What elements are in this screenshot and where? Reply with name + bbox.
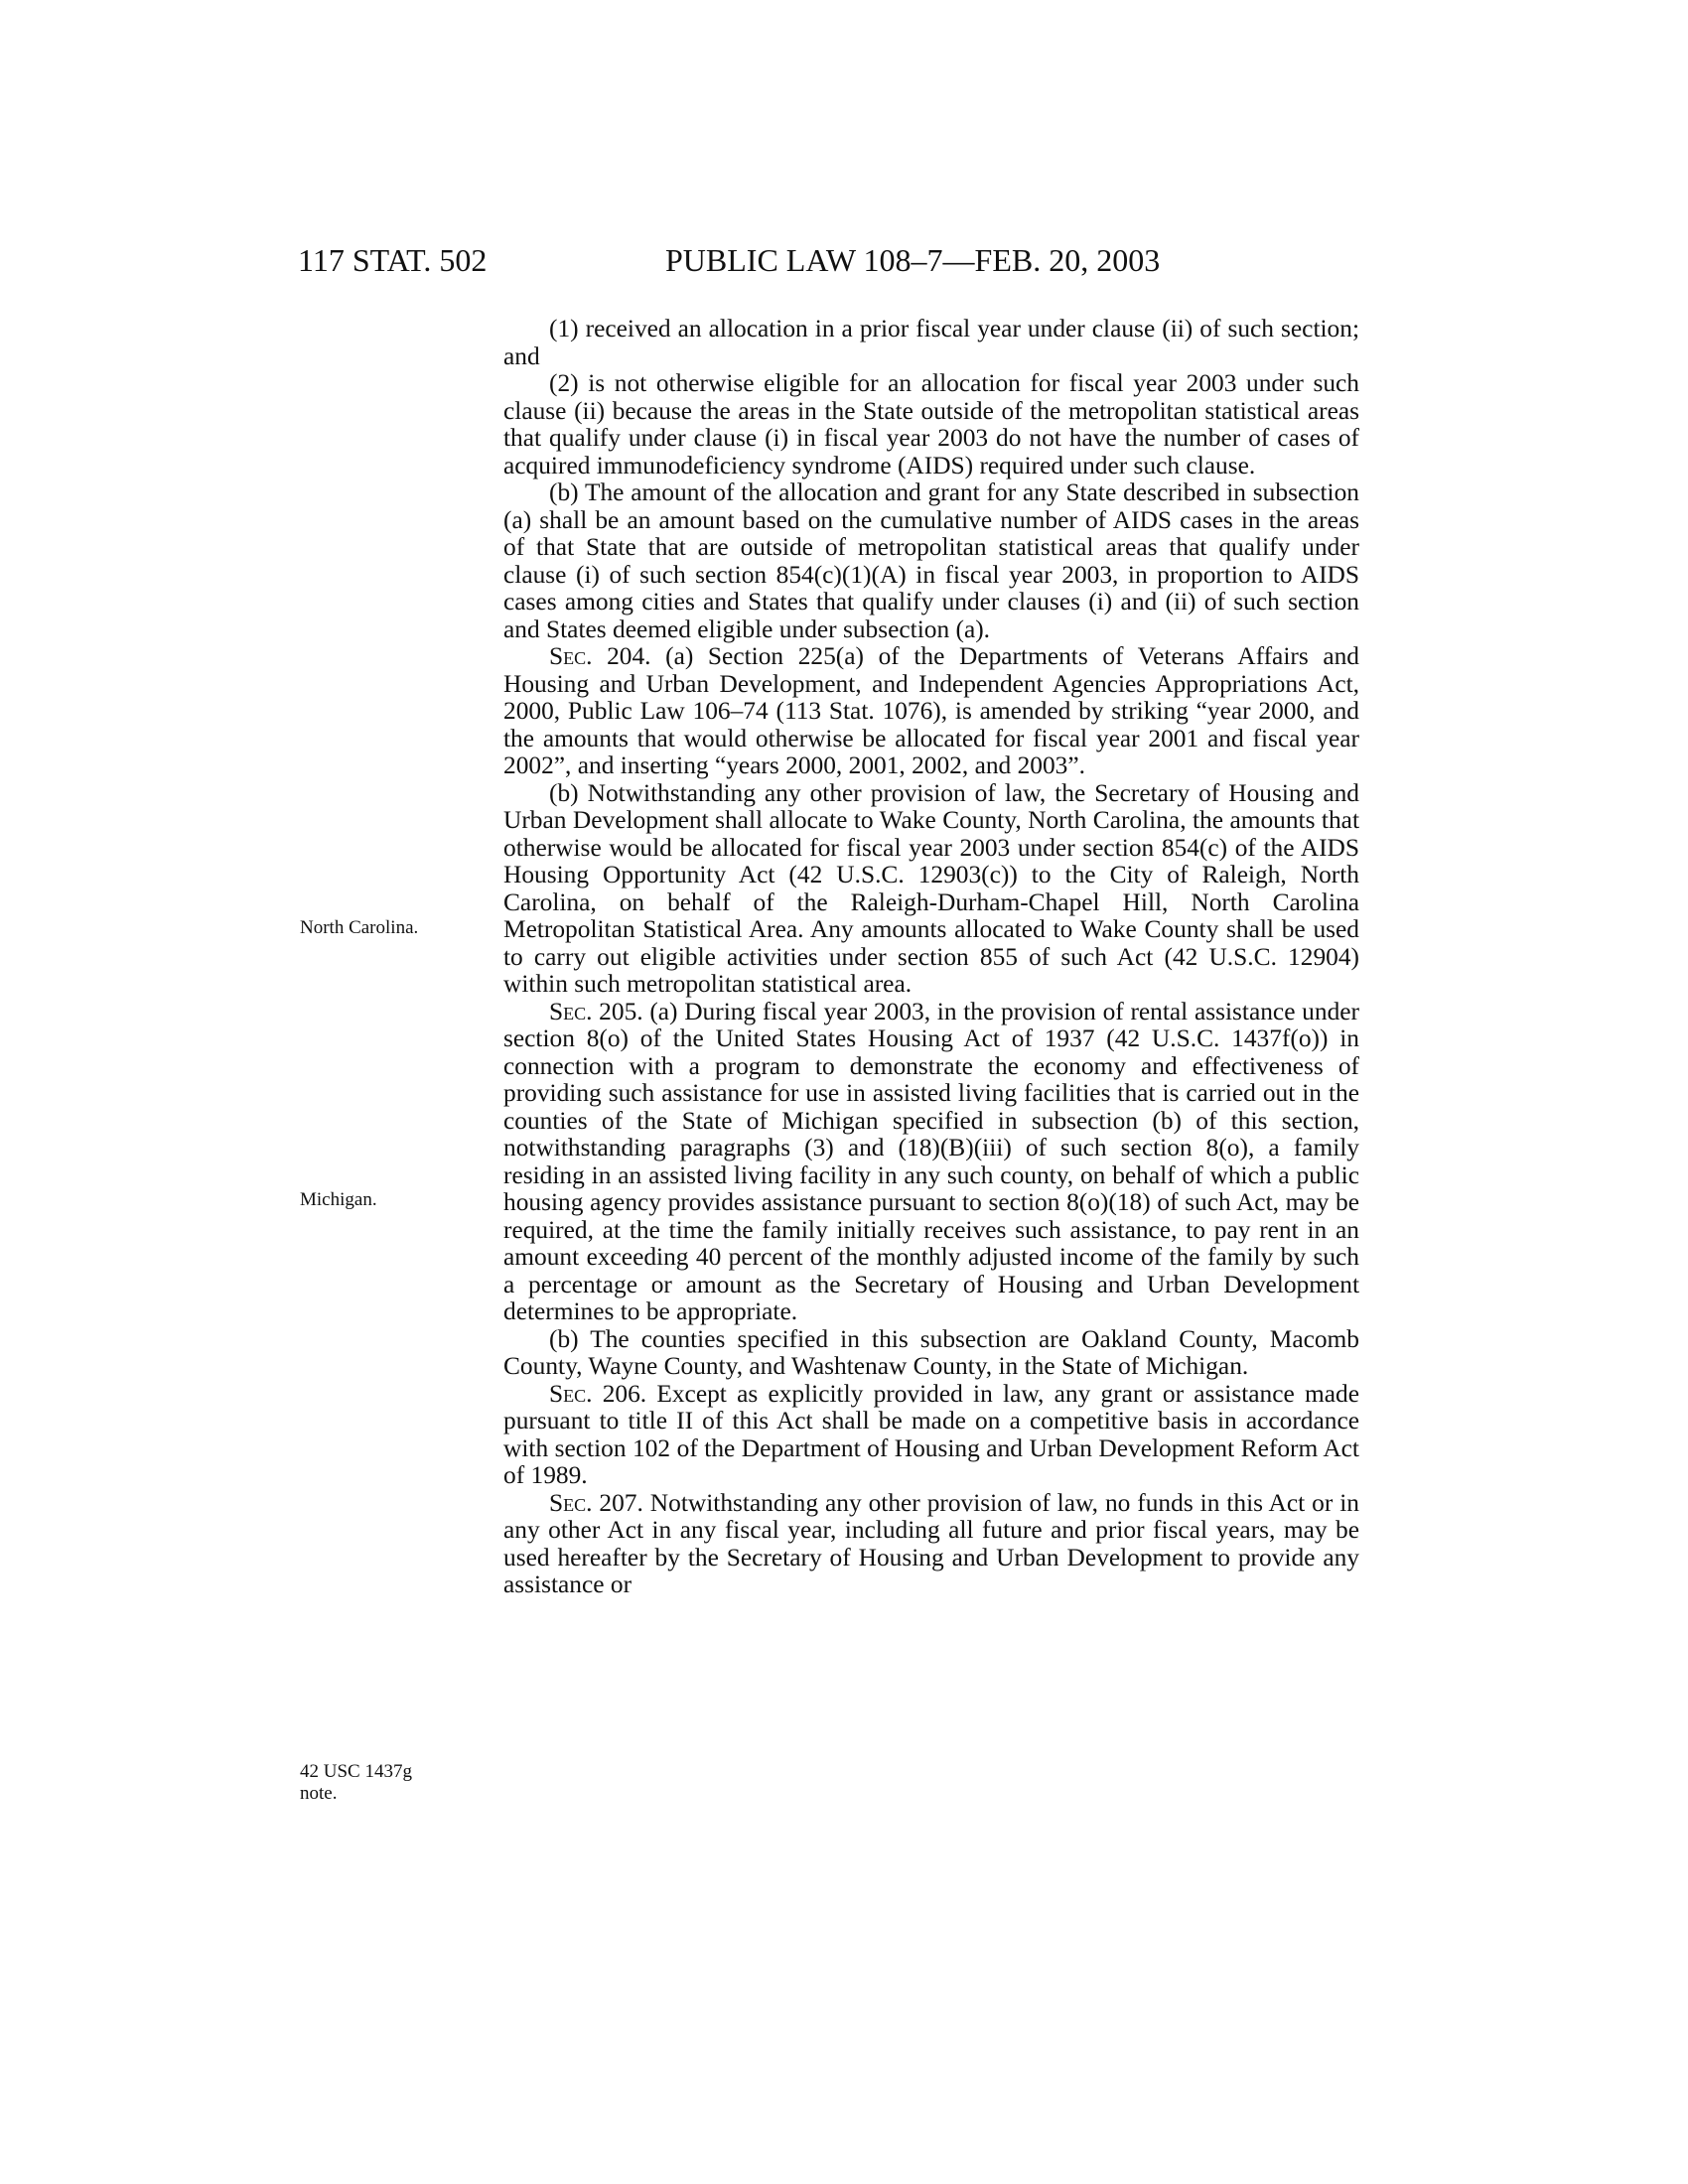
margin-note-usc-line2: note. [300, 1783, 338, 1804]
section-205-text: . 205. (a) During fiscal year 2003, in the provision of rental assistance under section 8(o) of the United States Housing Act of 1937 (42 U.S.C. 1437f(o)) in connection with a program to demonstrate the economy and effectiveness of providing such assistance for use in assisted living facilities that is carried out in the counties of the State of Michigan specified in subsection (b) of this section, notwithstanding paragraphs (3) and (18)(B)(iii) of such section 8(o), a family residing in an assisted living facility in any such county, on behalf of which a public housing agency provides assistance pursuant to section 8(o)(18) of such Act, may be required, at the time the family initially receives such assistance, to pay rent in an amount exceeding 40 percent of the monthly adjusted income of the family by such a percentage or amount as the Secretary of Housing and Urban Development determines to be appropriate. [503, 997, 1359, 1325]
section-206-text: . 206. Except as explicitly provided in law, any grant or assistance made pursuant to title II of this Act shall be made on a competitive basis in accordance with section 102 of the Department of Housing and Urban Development Reform Act of 1989. [503, 1379, 1359, 1489]
paragraph-2: (2) is not otherwise eligible for an allocation for fiscal year 2003 under such clause (ii) because the areas in the State outside of the metropolitan statistical areas that qualify under clause (i) in fiscal year 2003 do not have the number of cases of acquired immunodeficiency syndrome (AIDS) required under such clause. [503, 369, 1359, 479]
section-label: Sec [549, 1379, 587, 1408]
margin-note-michigan: Michigan. [300, 1189, 377, 1210]
section-206 [503, 1381, 1359, 1490]
section-label: Sec [549, 997, 587, 1025]
paragraph-b-allocation: (b) The amount of the allocation and grant for any State described in subsection (a) shall be an amount based on the cumulative number of AIDS cases in the areas of that State that are outside of metropolitan statistical areas that qualify under clause (i) of such section 854(c)(1)(A) in fiscal year 2003, in proportion to AIDS cases among cities and States that qualify under clauses (i) and (ii) of such section and States deemed eligible under subsection (a). [503, 478, 1359, 643]
section-205-b: (b) The counties specified in this subsection are Oakland County, Macomb County, Wayne County, and Washtenaw County, in the State of Michigan. [503, 1324, 1359, 1380]
law-title: PUBLIC LAW 108–7—FEB. 20, 2003 [665, 242, 1161, 278]
section-205 [503, 999, 1359, 1326]
section-label: Sec [549, 642, 587, 670]
section-207-text: . 207. Notwithstanding any other provision of law, no funds in this Act or in any other Act in any fiscal year, including all future and prior fiscal years, may be used hereafter by the Secretary of Housing and Urban Development to provide any assistance or [503, 1488, 1359, 1598]
paragraph-1: (1) received an allocation in a prior fiscal year under clause (ii) of such section; and [503, 315, 1359, 370]
margin-note-north-carolina: North Carolina. [300, 917, 419, 938]
page-header [0, 242, 1688, 286]
margin-note-usc [300, 1761, 459, 1805]
section-204 [503, 643, 1359, 780]
section-204-b: (b) Notwithstanding any other provision of law, the Secretary of Housing and Urban Development shall allocate to Wake County, North Carolina, the amounts that otherwise would be allocated for fiscal year 2003 under section 854(c) of the AIDS Housing Opportunity Act (42 U.S.C. 12903(c)) to the City of Raleigh, North Carolina, on behalf of the Raleigh-Durham-Chapel Hill, North Carolina Metropolitan Statistical Area. Any amounts allocated to Wake County shall be used to carry out eligible activities under section 855 of such Act (42 U.S.C. 12904) within such metropolitan statistical area. [503, 778, 1359, 998]
stat-page-number: 117 STAT. 502 [298, 242, 488, 278]
margin-note-usc-line1: 42 USC 1437g [300, 1761, 412, 1782]
section-label: Sec [549, 1488, 587, 1517]
section-204-text: . 204. (a) Section 225(a) of the Departments of Veterans Affairs and Housing and Urban Development, and Independent Agencies Appropriations Act, 2000, Public Law 106–74 (113 Stat. 1076), is amended by striking “year 2000, and the amounts that would otherwise be allocated for fiscal year 2001 and fiscal year 2002”, and inserting “years 2000, 2001, 2002, and 2003”. [503, 642, 1359, 779]
statute-body [503, 316, 1359, 1599]
section-207 [503, 1490, 1359, 1599]
